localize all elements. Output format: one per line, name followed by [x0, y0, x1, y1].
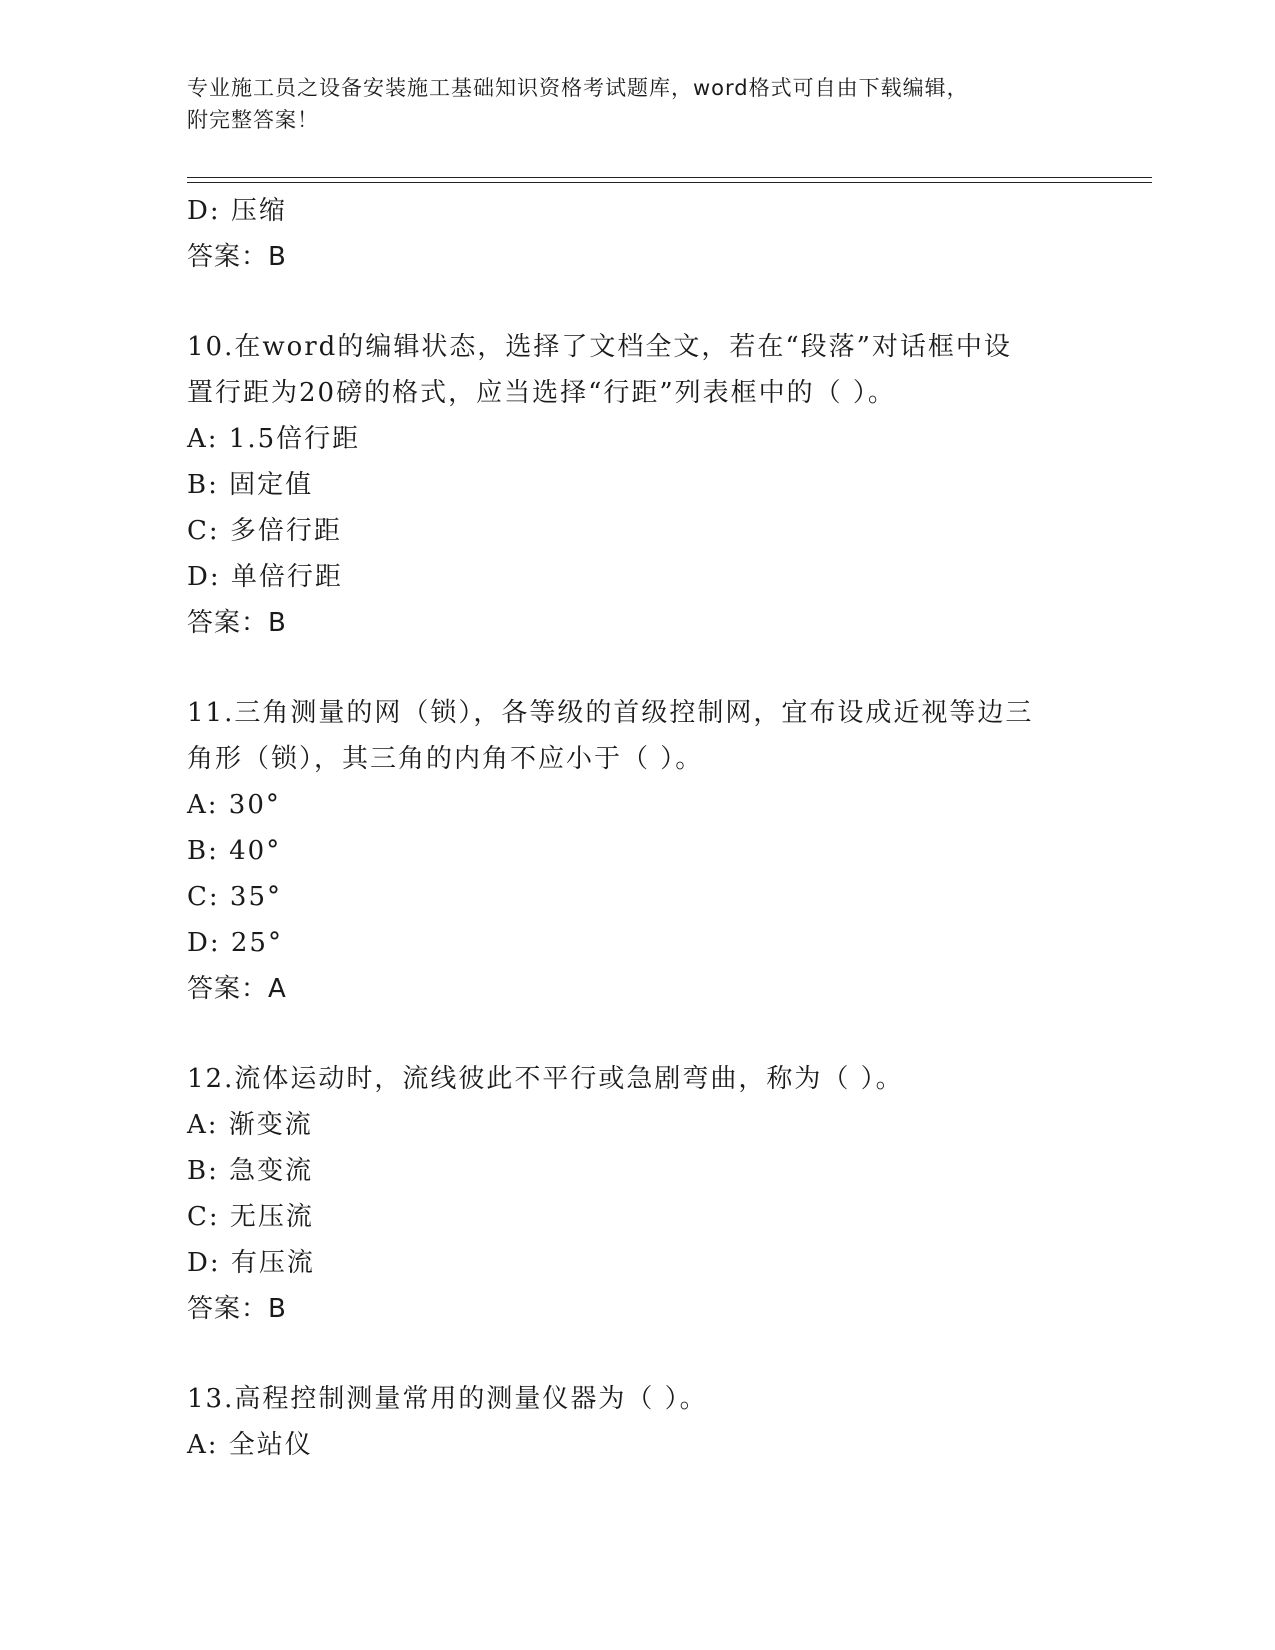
answer-line: 答案：B — [187, 242, 287, 272]
option-d: D: 25° — [187, 928, 283, 958]
header-divider-bottom — [187, 182, 1152, 183]
option-b: B: 40° — [187, 836, 282, 866]
question-text-line: 12.流体运动时，流线彼此不平行或急剧弯曲，称为（ ）。 — [187, 1064, 904, 1094]
option-a: A: 1.5倍行距 — [187, 424, 361, 454]
answer-line: 答案：B — [187, 608, 287, 638]
option-b: B: 急变流 — [187, 1156, 314, 1186]
question-block-10 — [187, 324, 1087, 646]
question-text-line: 13.高程控制测量常用的测量仪器为（ ）。 — [187, 1384, 708, 1414]
option-c: C: 35° — [187, 882, 283, 912]
option-d: D: 单倍行距 — [187, 562, 343, 592]
option-d: D: 有压流 — [187, 1248, 315, 1278]
question-text-line: 10.在word的编辑状态，选择了文档全文，若在“段落”对话框中设 — [187, 332, 1012, 362]
question-block-11 — [187, 690, 1087, 1012]
option-c: C: 多倍行距 — [187, 516, 342, 546]
answer-line: 答案：B — [187, 1294, 287, 1324]
question-block-13 — [187, 1376, 1087, 1468]
answer-line: 答案：A — [187, 974, 287, 1004]
option-d: D: 压缩 — [187, 196, 287, 226]
document-header — [187, 72, 1067, 136]
question-block-12 — [187, 1056, 1087, 1332]
option-c: C: 无压流 — [187, 1202, 314, 1232]
question-text-line: 11.三角测量的网（锁），各等级的首级控制网，宜布设成近视等边三 — [187, 698, 1034, 728]
header-line-1: 专业施工员之设备安装施工基础知识资格考试题库，word格式可自由下载编辑， — [187, 76, 969, 100]
option-b: B: 固定值 — [187, 470, 314, 500]
option-a: A: 30° — [187, 790, 281, 820]
question-text-line: 角形（锁），其三角的内角不应小于（ ）。 — [187, 744, 704, 774]
question-list — [187, 188, 1087, 1468]
question-text-line: 置行距为20磅的格式，应当选择“行距”列表框中的（ ）。 — [187, 378, 896, 408]
header-divider-top — [187, 177, 1152, 178]
header-line-2: 附完整答案！ — [187, 108, 319, 132]
option-a: A: 全站仪 — [187, 1430, 313, 1460]
option-a: A: 渐变流 — [187, 1110, 313, 1140]
